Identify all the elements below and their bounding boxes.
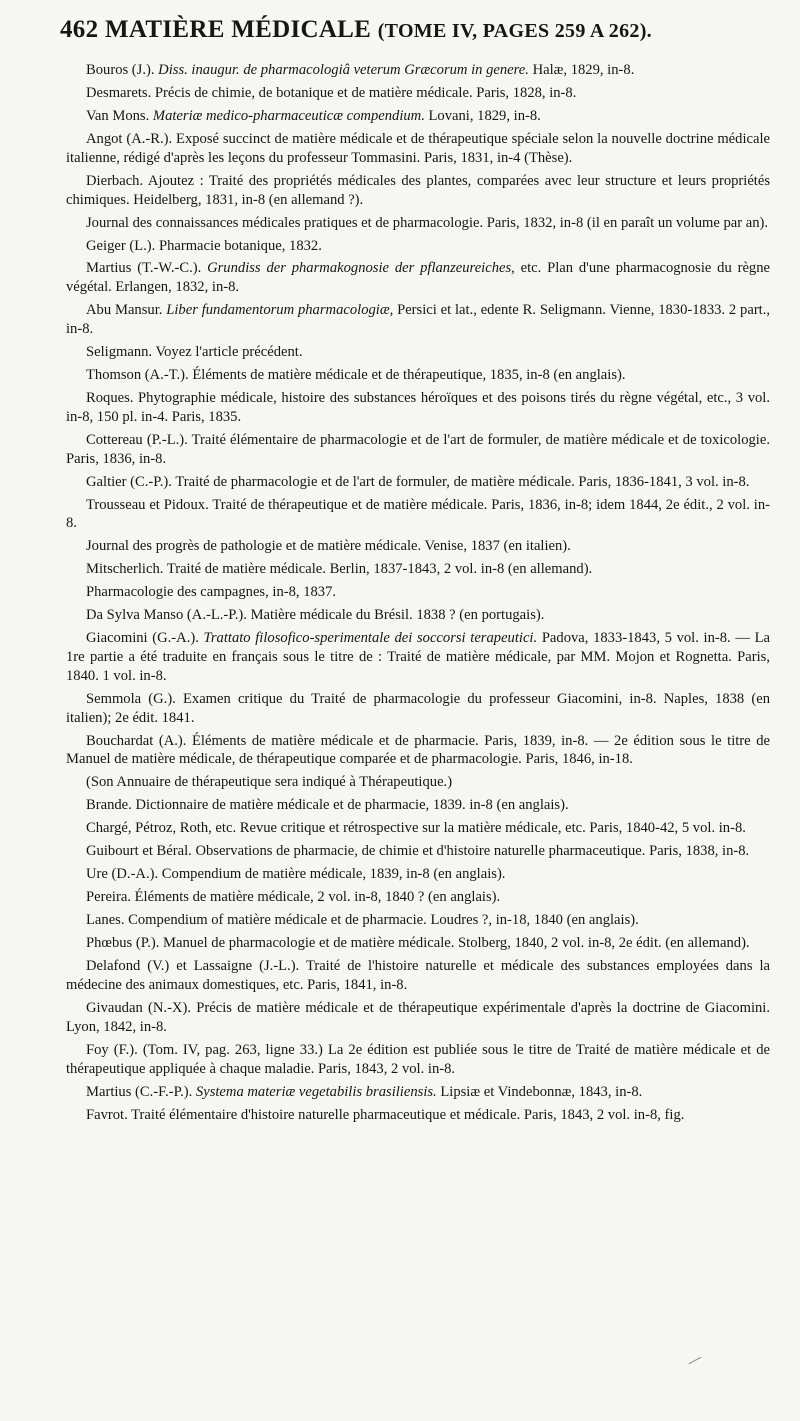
entry-author: Da Sylva Manso (A.-L.-P.).: [86, 607, 247, 624]
entry-author: Semmola (G.).: [86, 690, 176, 707]
entry-author: Abu Mansur.: [86, 302, 163, 319]
entry-details: Exposé succinct de matière médicale et de thérapeutique spéciale selon la nouvelle doctrine médicale italienne, rédigé d'après les leçons du professeur Tommasini. Paris, 1831, in-4 (Thèse).: [66, 130, 770, 166]
entry-details: etc. Plan d'une pharmacognosie du règne végétal. Erlangen, 1832, in-8.: [66, 260, 770, 296]
bibliography-entry: [66, 606, 770, 625]
entry-author: Mitscherlich.: [86, 561, 164, 578]
entry-author: Phœbus (P.).: [86, 935, 160, 952]
bibliography-entry: [66, 796, 770, 815]
entry-details: Pharmacie botanique, 1832.: [158, 237, 322, 254]
entry-author: Dierbach.: [86, 172, 144, 189]
entry-details: Journal des progrès de pathologie et de matière médicale. Venise, 1837 (en italien).: [86, 538, 571, 555]
bibliography-entry: [66, 130, 770, 168]
bibliography-entry: [66, 366, 770, 385]
entry-details: Compendium de matière médicale, 1839, in-8 (en anglais).: [161, 866, 506, 883]
print-mark: [689, 1357, 702, 1364]
entry-details: Phytographie médicale, histoire des substances héroïques et des poisons tirés du règne végétal, etc., 3 vol. in-8, 150 pl. in-4. Paris, 1835.: [66, 390, 770, 425]
entry-details: Lipsiæ et Vindebonnæ, 1843, in-8.: [440, 1083, 643, 1100]
entry-details: Traité élémentaire d'histoire naturelle pharmaceutique et médicale. Paris, 1843, 2 vol. in-8, fig.: [131, 1106, 685, 1123]
bibliography-entry: [66, 819, 770, 838]
entry-author: Cottereau (P.-L.).: [86, 431, 188, 448]
entry-details: Traité de thérapeutique et de matière médicale. Paris, 1836, in-8; idem 1844, 2e édit., 2 vol. in-8.: [66, 496, 771, 532]
bibliography-entry: [66, 172, 770, 210]
entry-author: Roques.: [86, 390, 134, 407]
bibliography-entry: [66, 84, 770, 103]
bibliography-entry: [66, 911, 770, 930]
entry-author: Pereira.: [86, 889, 131, 906]
entry-author: Foy (F.).: [86, 1041, 138, 1058]
bibliography-entry: [66, 237, 770, 256]
entry-details: Précis de matière médicale et de thérapeutique expérimentale d'après la doctrine de Giacomini. Lyon, 1842, in-8.: [66, 1000, 771, 1035]
bibliography-entry: [66, 999, 770, 1037]
entry-details: Dictionnaire de matière médicale et de pharmacie, 1839. in-8 (en anglais).: [135, 797, 569, 814]
entry-author: Lanes.: [86, 912, 125, 929]
bibliography-entry: [66, 473, 770, 492]
bibliography-entry: [66, 214, 770, 233]
entry-author: Martius (T.-W.-C.).: [86, 260, 202, 277]
entry-details: Précis de chimie, de botanique et de matière médicale. Paris, 1828, in-8.: [154, 84, 577, 101]
bibliography-entry: [66, 537, 770, 556]
entry-author: Givaudan (N.-X).: [86, 1000, 191, 1017]
entry-author: Trousseau et Pidoux.: [86, 496, 209, 513]
entry-author: Ure (D.-A.).: [86, 866, 159, 883]
entry-author: Seligmann.: [86, 344, 153, 361]
bibliography-entry: [66, 389, 770, 427]
entry-details: Observations de pharmacie, de chimie et d'histoire naturelle pharmaceutique. Paris, 1838, in-8.: [195, 843, 750, 860]
bibliography-entry: [66, 1041, 770, 1079]
bibliography-entry: [66, 842, 770, 861]
bibliography-entry: [66, 888, 770, 907]
entry-details: Traité élémentaire de pharmacologie et de l'art de formuler, de matière médicale et de toxicologie. Paris, 1836, in-8.: [66, 431, 770, 467]
entry-details: Traité de pharmacologie et de l'art de formuler, de matière médicale. Paris, 1836-1841, 3 vol. in-8.: [175, 473, 750, 490]
entry-author: Giacomini (G.-A.).: [86, 630, 199, 647]
entry-details: Matière médicale du Brésil. 1838 ? (en portugais).: [250, 607, 545, 624]
entry-title: Systema materiæ vegetabilis brasiliensis.: [195, 1083, 437, 1100]
entry-author: Delafond (V.) et Lassaigne (J.-L.).: [86, 958, 300, 975]
bibliography-entry: [66, 496, 770, 534]
entry-details: Revue critique et rétrospective sur la matière médicale, etc. Paris, 1840-42, 5 vol. in-8.: [239, 820, 746, 837]
bibliography-entry: [66, 343, 770, 362]
bibliography-entry: [66, 107, 770, 126]
entry-author: Thomson (A.-T.).: [86, 367, 189, 384]
entry-author: Van Mons.: [86, 107, 150, 124]
entry-author: Chargé, Pétroz, Roth, etc.: [86, 820, 237, 837]
entry-details: Examen critique du Traité de pharmacologie du professeur Giacomini, in-8. Naples, 1838 (en italien); 2e édit. 1841.: [66, 690, 770, 726]
bibliography-entry: [66, 629, 770, 685]
bibliography-entry: [66, 732, 770, 770]
entry-author: Martius (C.-F.-P.).: [86, 1083, 193, 1100]
entry-details: Traité de l'histoire naturelle et médicale des substances employées dans la médecine des animaux domestiques, etc. Paris, 1841, in-8.: [66, 958, 770, 994]
entry-author: Bouchardat (A.).: [86, 732, 187, 749]
entry-details: (Tom. IV, pag. 263, ligne 33.) La 2e édition est publiée sous le titre de Traité de matière médicale et de thérapeutique appliquée à chaque maladie. Paris, 1843, 2 vol. in-8.: [66, 1041, 770, 1077]
entry-author: Guibourt et Béral.: [86, 843, 192, 860]
entry-details: Manuel de pharmacologie et de matière médicale. Stolberg, 1840, 2 vol. in-8, 2e édit. (en allemand).: [163, 935, 750, 952]
entry-title: Liber fundamentorum pharmacologiæ,: [166, 302, 394, 319]
entry-author: Geiger (L.).: [86, 237, 156, 254]
page-title: MATIÈRE MÉDICALE: [104, 16, 372, 43]
bibliography-entry: [66, 773, 770, 792]
page-number: 462: [60, 16, 99, 43]
bibliography-entry: [66, 301, 770, 339]
entry-title: Diss. inaugur. de pharmacologiâ veterum Græcorum in genere.: [158, 62, 529, 78]
entry-author: Desmarets.: [86, 84, 152, 101]
entry-details: Éléments de matière médicale et de thérapeutique, 1835, in-8 (en anglais).: [192, 367, 626, 384]
entry-details: Persici et lat., edente R. Seligmann. Vienne, 1830-1833. 2 part., in-8.: [66, 302, 771, 338]
bibliography-entry: [66, 583, 770, 602]
entry-author: Angot (A.-R.).: [86, 130, 173, 147]
entry-author: Brande.: [86, 797, 132, 814]
bibliography-entry: [66, 865, 770, 884]
entry-author: Galtier (C.-P.).: [86, 473, 172, 490]
bibliography-entry: [66, 1083, 770, 1102]
entry-details: Lovani, 1829, in-8.: [428, 107, 541, 124]
bibliography-entry: [66, 259, 770, 297]
entry-details: Éléments de matière médicale et de pharmacie. Paris, 1839, in-8. — 2e édition sous le titre de Manuel de matière médicale, de thérapeutique comparée et de pharmacologie. Paris, 1846, in-18.: [66, 732, 770, 768]
bibliography-list: [66, 61, 770, 1129]
page-header: [60, 16, 780, 44]
entry-author: Favrot.: [86, 1106, 128, 1123]
entry-author: Bouros (J.).: [86, 62, 155, 78]
entry-details: Ajoutez : Traité des propriétés médicales des plantes, comparées avec leur structure et leurs propriétés chimiques. Heidelberg, 1831, in-8 (en allemand ?).: [66, 172, 771, 208]
entry-details: Éléments de matière médicale, 2 vol. in-8, 1840 ? (en anglais).: [134, 889, 501, 906]
entry-title: Materiæ medico-pharmaceuticæ compendium.: [152, 107, 425, 124]
bibliography-entry: [66, 934, 770, 953]
entry-details: Journal des connaissances médicales pratiques et de pharmacologie. Paris, 1832, in-8 (il en paraît un volume par an).: [86, 214, 769, 231]
entry-details: Compendium of matière médicale et de pharmacie. Loudres ?, in-18, 1840 (en anglais).: [128, 912, 639, 929]
entry-title: Grundiss der pharmakognosie der pflanzeureiches,: [207, 260, 515, 277]
page-subtitle: (TOME IV, PAGES 259 A 262).: [377, 20, 652, 42]
entry-details: Halæ, 1829, in-8.: [532, 62, 635, 78]
entry-details: Pharmacologie des campagnes, in-8, 1837.: [86, 584, 337, 601]
entry-title: Trattato filosofico-sperimentale dei soccorsi terapeutici.: [203, 630, 538, 647]
bibliography-entry: [66, 1106, 770, 1125]
bibliography-entry: [66, 431, 770, 469]
entry-details: (Son Annuaire de thérapeutique sera indiqué à Thérapeutique.): [86, 774, 453, 791]
entry-details: Traité de matière médicale. Berlin, 1837-1843, 2 vol. in-8 (en allemand).: [166, 561, 593, 578]
bibliography-entry: [66, 690, 770, 728]
entry-details: Padova, 1833-1843, 5 vol. in-8. — La 1re partie a été traduite en français sous le titre de : Traité de matière médicale, par MM. Mojon et Rognetta. Paris, 1840. 1 vol. in-8.: [66, 630, 771, 684]
bibliography-entry: [66, 560, 770, 579]
bibliography-entry: [66, 61, 770, 80]
entry-details: Voyez l'article précédent.: [155, 344, 303, 361]
bibliography-entry: [66, 957, 770, 995]
